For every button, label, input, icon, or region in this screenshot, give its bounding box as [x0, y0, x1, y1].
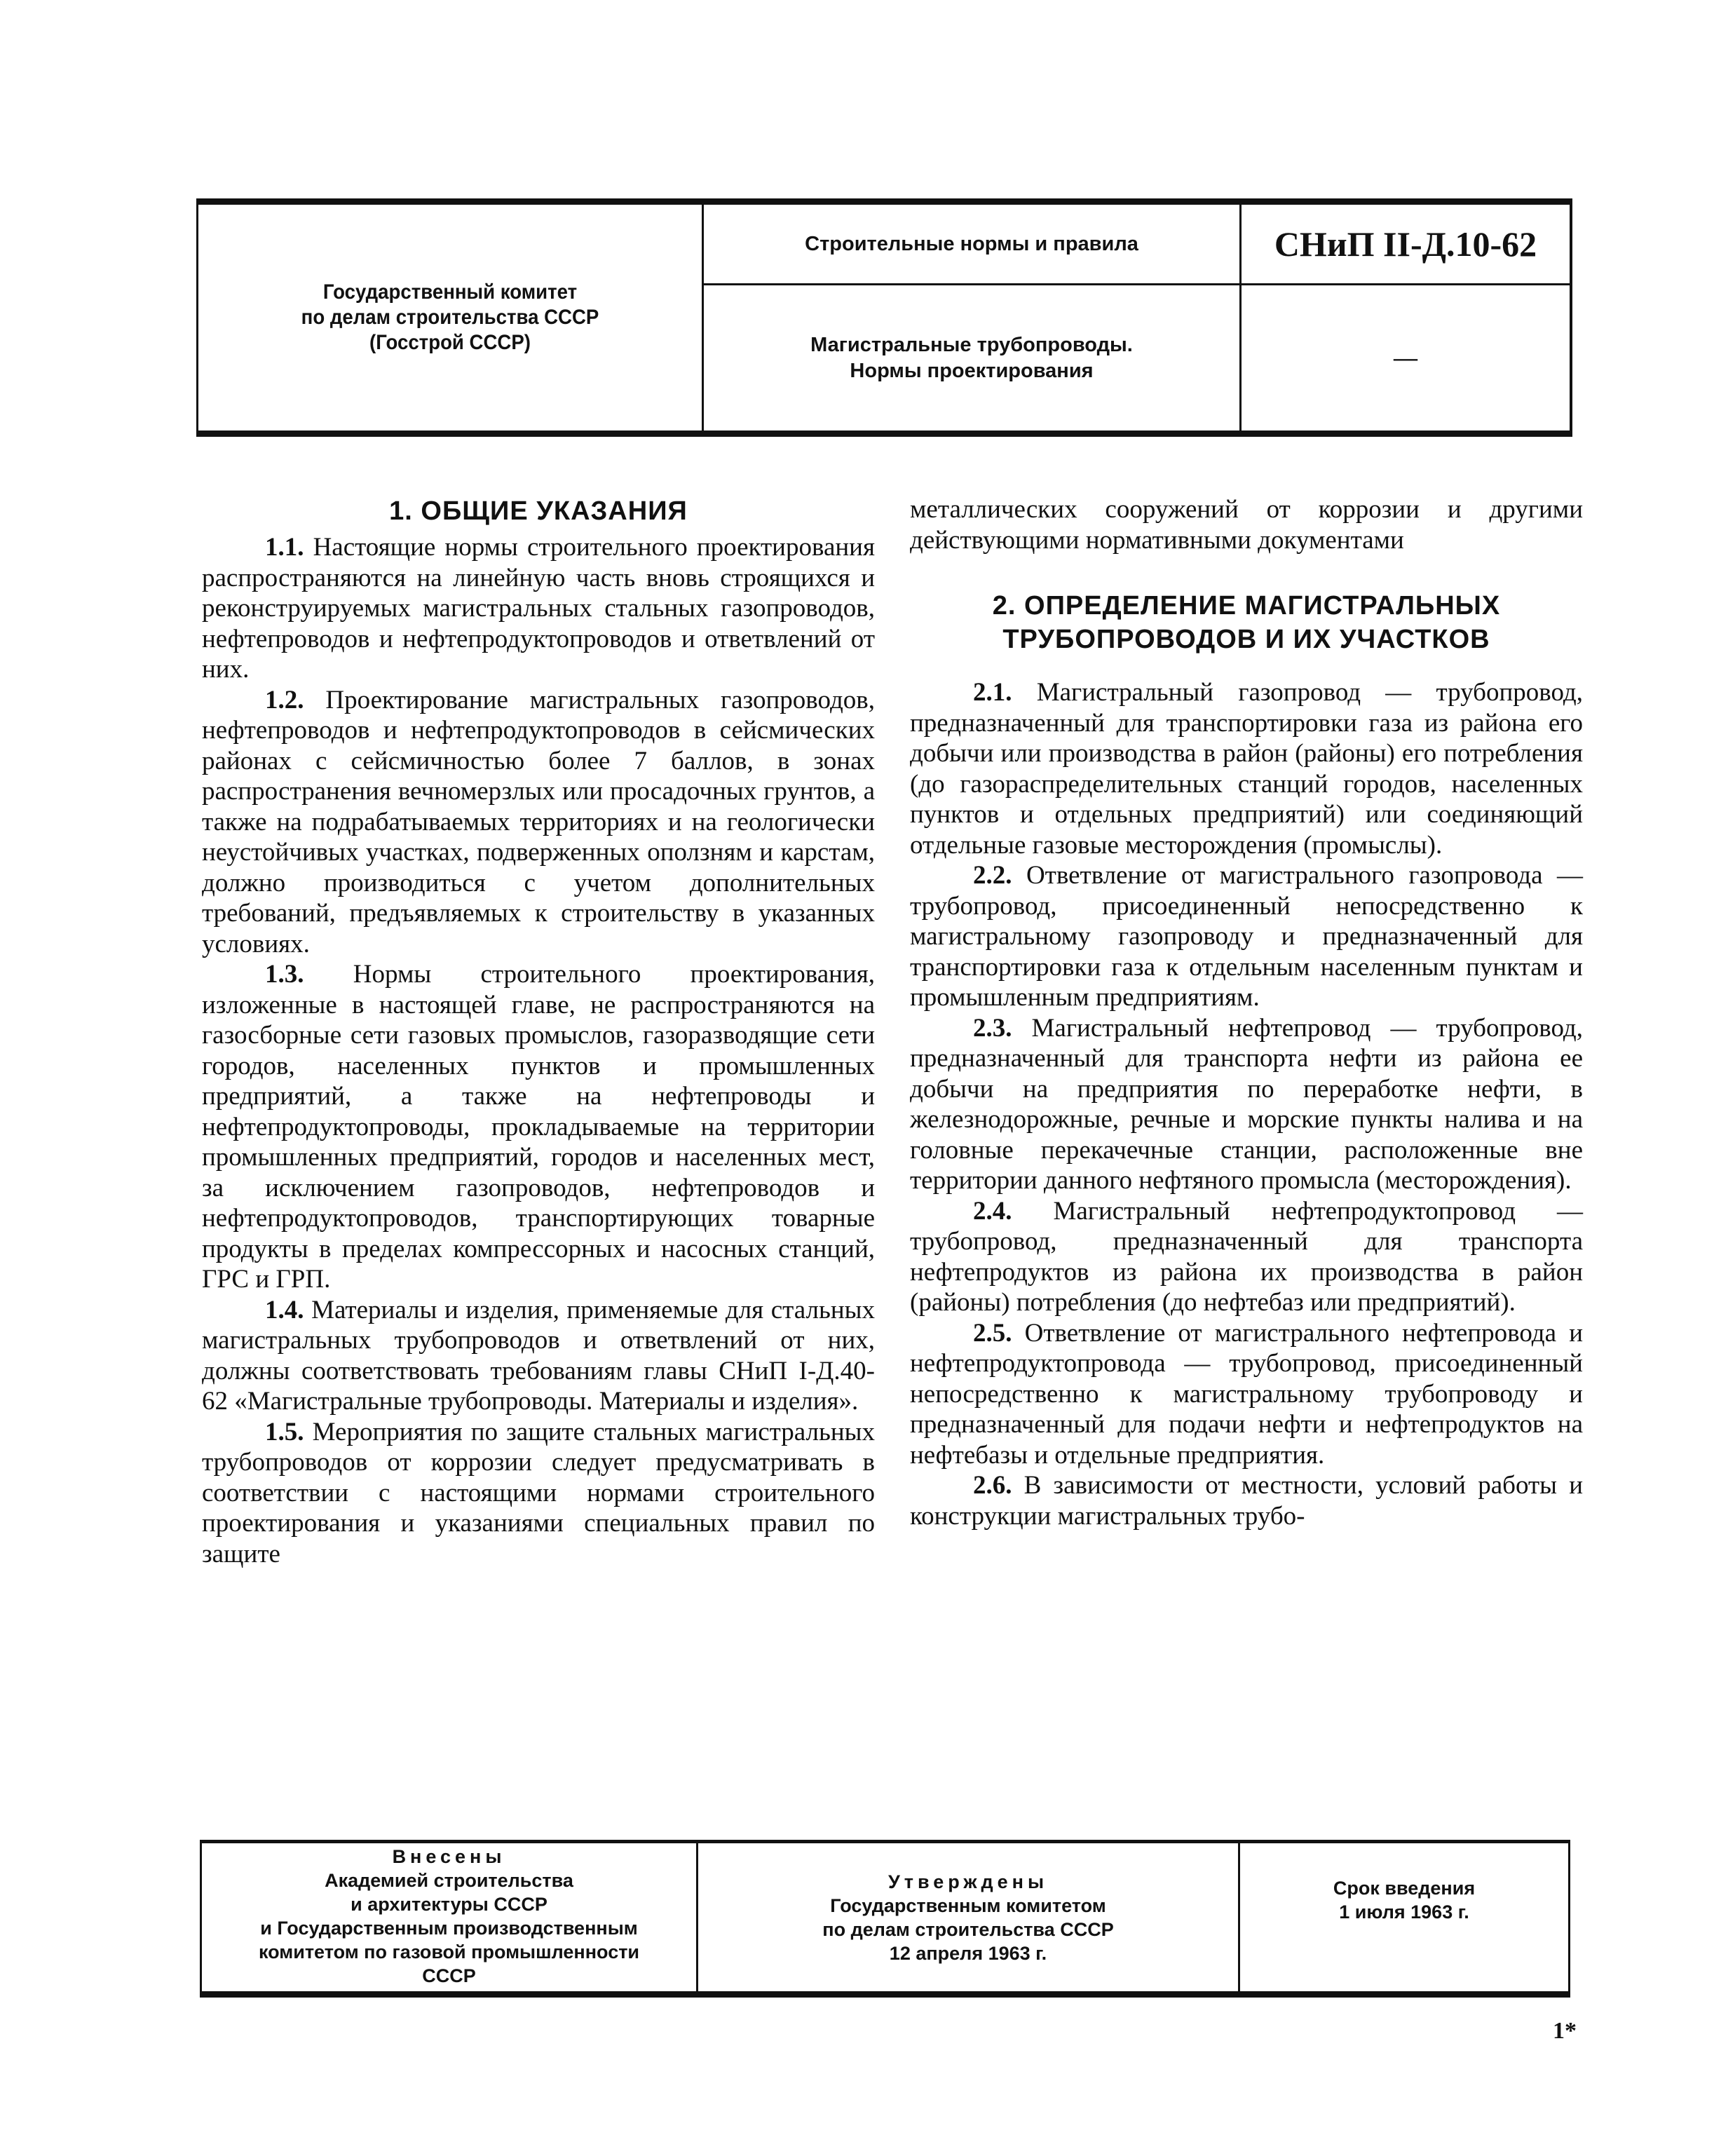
- agency-line: (Госстрой СССР): [369, 331, 531, 354]
- clause-text: Проектирование магистральных газопроводов, нефтепроводов и нефтепродуктопроводов в сейсмических районах с сейсмичностью более 7 баллов, в зонах распространения вечномерзлых или просадочных грунтов, а также на подрабатываемых территориях и на геологически неустойчивых участках, подверженных оползням и карстам, должно производиться с учетом дополнительных требований, предъявляемых к строительству в указанных условиях.: [202, 685, 875, 958]
- document-series: Строительные нормы и правила: [805, 232, 1138, 255]
- submitted-line: комитетом по газовой промышленности: [258, 1941, 640, 1962]
- submitted-line: Академией строительства: [325, 1870, 573, 1891]
- agency-line: по делам строительства СССР: [301, 306, 599, 329]
- submitted-line: и архитектуры СССР: [351, 1894, 547, 1915]
- clause-text: Настоящие нормы строительного проектирования распространяются на линейную часть вновь строящихся и реконструируемых магистральных стальных газопроводов, нефтепроводов и нефтепродуктопроводов и ответвлений от них.: [202, 533, 876, 684]
- clause-1-4: [202, 1295, 875, 1417]
- submitted-line: СССР: [422, 1965, 476, 1986]
- clause-1-1: [202, 532, 875, 685]
- clause-1-5: [202, 1417, 875, 1570]
- effective-date-cell: [1240, 1843, 1568, 1991]
- clause-number: 1.3.: [265, 960, 304, 989]
- clause-number: 1.1.: [265, 533, 304, 562]
- title-line: Магистральные трубопроводы.: [810, 333, 1133, 356]
- clause-number: 2.2.: [973, 861, 1012, 890]
- clause-2-1: [910, 677, 1583, 860]
- clause-number: 1.4.: [265, 1295, 304, 1324]
- submitted-by-cell: [202, 1843, 696, 1991]
- clause-2-5: [910, 1318, 1583, 1471]
- section-2-title: [910, 589, 1583, 656]
- page-marker: 1*: [1553, 2018, 1577, 2044]
- document-header-table: [196, 198, 1572, 437]
- clause-number: 2.3.: [973, 1013, 1012, 1043]
- clause-2-2: [910, 860, 1583, 1013]
- approved-line: по делам строительства СССР: [822, 1918, 1114, 1940]
- left-column: [202, 494, 875, 1569]
- clause-text: Нормы строительного проектирования, изложенные в настоящей главе, не распространяются на газосборные сети газовых промыслов, газоразводящие сети городов, населенных пунктов и промышленных предприятий, а также на нефтепроводы и нефтепродуктопроводы, прокладываемые на территории промышленных предприятий, городов и населенных мест, за исключением газопроводов, нефтепроводов и нефтепродуктопроводов, транспортирующих товарные продукты в пределах компрессорных и насосных станций, ГРС и ГРП.: [202, 960, 876, 1294]
- document-code: СНиП II-Д.10-62: [1274, 224, 1537, 264]
- right-column: [910, 494, 1583, 1531]
- approved-line: Государственным комитетом: [830, 1894, 1106, 1916]
- section-2-title-line: 2. ОПРЕДЕЛЕНИЕ МАГИСТРАЛЬНЫХ: [992, 591, 1501, 621]
- document-footer-table: [200, 1840, 1570, 1998]
- clause-1-2: [202, 685, 875, 960]
- clause-text: Магистральный нефтепровод — трубопровод, предназначенный для транспорта нефти из района ее добычи на предприятия по переработке нефти, в железнодорожные, речные и морские пункты налива и на головные перекачечные станции, расположенные вне территории данного нефтяного промысла (месторождения).: [910, 1013, 1584, 1195]
- clause-text: Ответвление от магистрального нефтепровода и нефтепродуктопровода — трубопровод, присоединенный непосредственно к магистральному трубопроводу и предназначенный для подачи нефти и нефтепродуктов на нефтебазы и отдельные предприятия.: [910, 1318, 1583, 1470]
- clause-number: 2.6.: [973, 1471, 1012, 1500]
- submitted-line: и Государственным производственным: [260, 1918, 638, 1939]
- clause-1-5-continuation: металлических сооружений от коррозии и другими действующими нормативными документами: [910, 495, 1583, 555]
- clause-number: 1.5.: [265, 1417, 304, 1446]
- clause-1-3: [202, 959, 875, 1295]
- submitted-heading: Внесены: [392, 1846, 506, 1867]
- clause-number: 1.2.: [265, 685, 304, 714]
- clause-text: Материалы и изделия, применяемые для стальных магистральных трубопроводов и ответвлений от них, должны соответствовать требованиям главы СНиП I-Д.40-62 «Магистральные трубопроводы. Материалы и изделия».: [202, 1295, 875, 1416]
- clause-2-6: [910, 1470, 1583, 1531]
- document-title: [704, 285, 1239, 430]
- clause-2-3: [910, 1013, 1583, 1196]
- clause-number: 2.5.: [973, 1318, 1012, 1348]
- clause-text: В зависимости от местности, условий работы и конструкции магистральных трубо-: [910, 1471, 1584, 1531]
- clause-text: Ответвление от магистрального газопровода — трубопровод, присоединенный непосредственно к магистральному газопроводу и предназначенный для транспортировки газа к отдельным населенным пунктам и промышленным предприятиям.: [910, 861, 1584, 1012]
- clause-text: Мероприятия по защите стальных магистральных трубопроводов от коррозии следует предусматривать в соответствии с настоящими нормами строительного проектирования и указаниями специальных правил по защите: [202, 1417, 875, 1568]
- approved-date: 12 апреля 1963 г.: [889, 1942, 1047, 1964]
- clause-number: 2.4.: [973, 1196, 1012, 1226]
- title-line: Нормы проектирования: [850, 359, 1094, 382]
- replaces-field: —: [1394, 344, 1417, 371]
- clause-2-4: [910, 1196, 1583, 1318]
- agency-line: Государственный комитет: [322, 280, 578, 304]
- clause-text: Магистральный нефтепродуктопровод — трубопровод, предназначенный для транспорта нефтепродуктов из района их производства в район (районы) потребления (до нефтебаз или предприятий).: [910, 1196, 1583, 1317]
- clause-number: 2.1.: [973, 678, 1012, 707]
- approved-heading: Утверждены: [887, 1871, 1049, 1892]
- effective-heading: Срок введения: [1333, 1877, 1476, 1899]
- section-2-title-line: ТРУБОПРОВОДОВ И ИХ УЧАСТКОВ: [1002, 625, 1490, 654]
- section-1-title: 1. ОБЩИЕ УКАЗАНИЯ: [389, 496, 688, 526]
- effective-date: 1 июля 1963 г.: [1339, 1901, 1469, 1923]
- approved-by-cell: [698, 1843, 1238, 1991]
- clause-text: Магистральный газопровод — трубопровод, предназначенный для транспортировки газа из района его добычи или производства в район (районы) его потребления (до газораспределительных станций городов, населенных пунктов и отдельных предприятий) или соединяющий отдельные газовые месторождения (промыслы).: [910, 678, 1583, 860]
- issuing-agency: [219, 205, 682, 430]
